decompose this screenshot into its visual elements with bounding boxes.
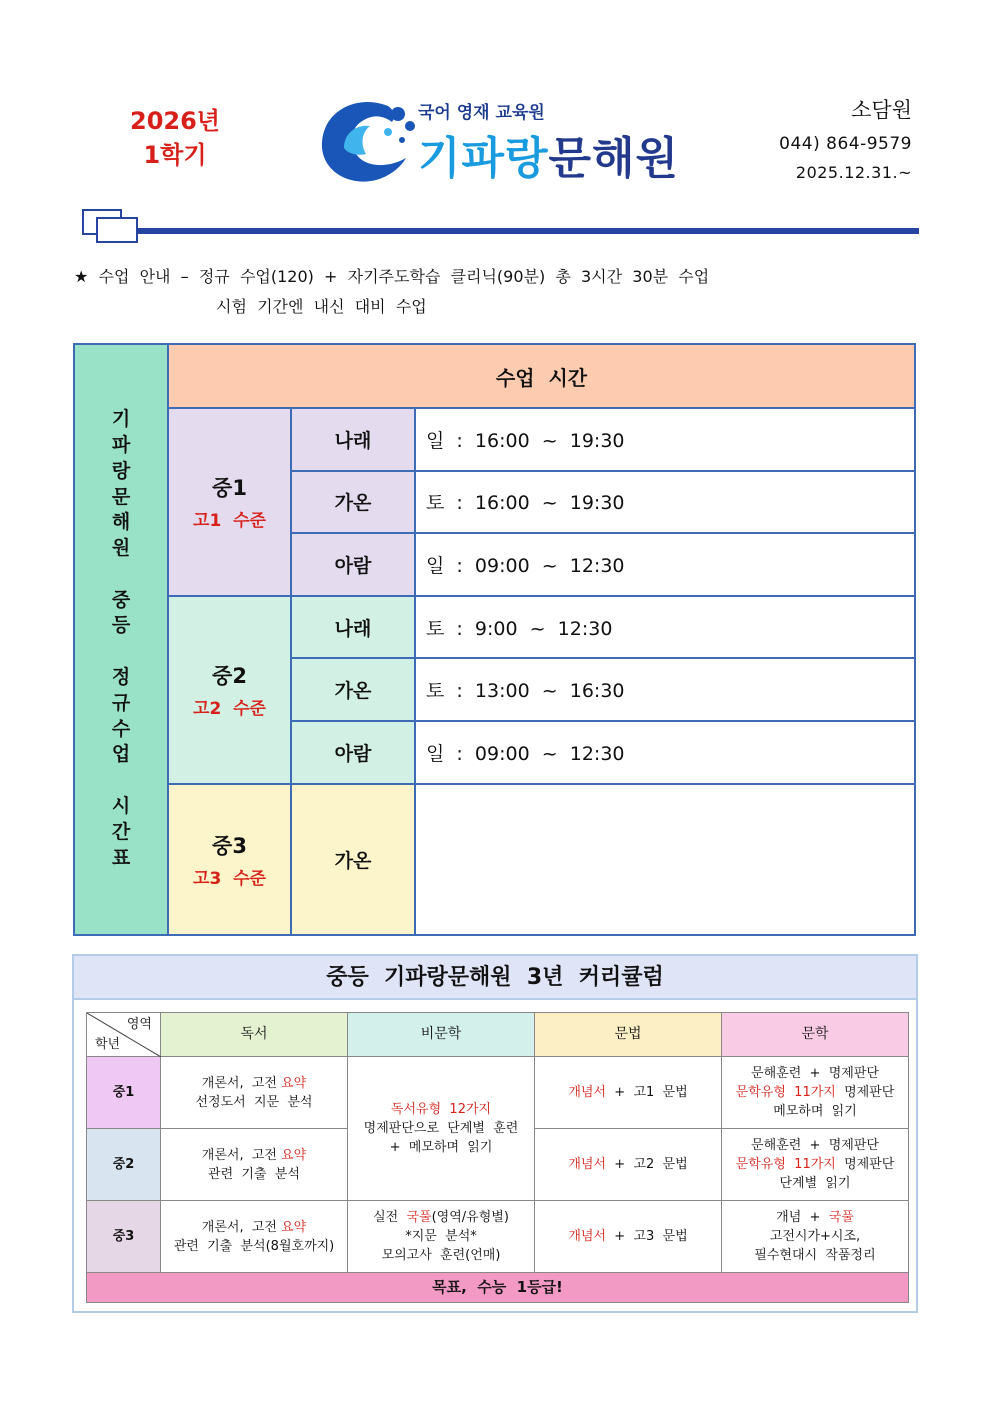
year-label: 2026년: [130, 107, 220, 135]
reading-highlight: 요약: [281, 1219, 307, 1235]
logo-title-b: 문해원: [548, 133, 680, 184]
class-time: 토 : 9:00 ~ 12:30: [415, 596, 915, 659]
nonlit3-line3: 모의고사 훈련(언매): [381, 1248, 501, 1263]
lit-highlight: 문학유형 11가지: [735, 1085, 836, 1100]
row-grade: 중2: [87, 1129, 161, 1201]
lit-highlight: 문학유형 11가지: [735, 1157, 836, 1172]
class-time-empty: [415, 784, 915, 935]
level-label: 고2 수준: [193, 699, 266, 720]
grade-cell: [168, 596, 291, 784]
header-nonliterature: 비문학: [348, 1013, 535, 1057]
grade-label: 중2: [212, 664, 247, 689]
reading-cell: [161, 1057, 348, 1129]
logo-subtitle: 국어 영재 교육원: [418, 103, 545, 123]
nonlit-line2: 명제판단으로 단계별 훈련: [363, 1121, 519, 1136]
start-date: 2025.12.31.~: [795, 163, 912, 182]
class-name: 나래: [291, 596, 415, 659]
literature-cell: [722, 1201, 909, 1273]
year-term: [120, 104, 230, 172]
reading-text: 개론서, 고전: [201, 1075, 282, 1091]
row-grade: 중3: [87, 1201, 161, 1273]
term-label: 1학기: [143, 141, 207, 169]
grade-cell: [168, 408, 291, 596]
curriculum-title: 중등 기파랑문해원 3년 커리큘럼: [74, 956, 916, 1000]
schedule-header: 수업 시간: [168, 344, 915, 408]
literature-cell: [722, 1057, 909, 1129]
grade-cell: [168, 784, 291, 935]
contact-block: [779, 94, 912, 182]
notice-line-1: ★ 수업 안내 – 정규 수업(120) + 자기주도학습 클리닉(90분) 총 3시간 30분 수업: [74, 267, 710, 286]
phone-number: 044) 864-9579: [779, 134, 912, 154]
grammar-cell: [535, 1201, 722, 1273]
reading-cell: [161, 1201, 348, 1273]
schedule-side-title: 기 파 랑 문 해 원 중 등 정 규 수 업 시 간 표: [74, 344, 168, 935]
class-name: 아람: [291, 721, 415, 784]
branch-name: 소담원: [851, 98, 912, 122]
grammar-text: + 고3 문법: [606, 1229, 688, 1244]
nonliterature-cell: [348, 1201, 535, 1273]
nonlit-highlight: 독서유형 12가지: [390, 1102, 492, 1117]
grammar-cell: [535, 1129, 722, 1201]
reading-line2: 관련 기출 분석: [208, 1166, 300, 1182]
class-time: 토 : 16:00 ~ 19:30: [415, 471, 915, 534]
reading-text: 개론서, 고전: [201, 1219, 282, 1235]
lit-line1-pre: 개념 +: [776, 1210, 829, 1225]
goal-banner: 목표, 수능 1등급!: [87, 1273, 909, 1303]
lit-line1: 문해훈련 + 명제판단: [751, 1066, 879, 1081]
nonlit3-highlight: 국풀: [406, 1210, 432, 1225]
class-name: 아람: [291, 533, 415, 596]
level-label: 고3 수준: [193, 868, 266, 889]
reading-highlight: 요약: [281, 1147, 307, 1163]
rule-square-icon-2: [96, 217, 138, 243]
grammar-highlight: 개념서: [568, 1157, 607, 1172]
wave-logo-icon: [318, 92, 418, 187]
nonliterature-cell: [348, 1057, 535, 1201]
reading-text: 개론서, 고전: [201, 1147, 282, 1163]
lit-highlight: 국풀: [828, 1210, 854, 1225]
reading-highlight: 요약: [281, 1075, 307, 1091]
curriculum-box: [72, 954, 918, 1313]
lit-line2: 고전시가+시조,: [769, 1229, 861, 1244]
class-name: 나래: [291, 408, 415, 471]
header-reading: 독서: [161, 1013, 348, 1057]
level-label: 고1 수준: [193, 511, 266, 532]
corner-cell: [87, 1013, 161, 1057]
reading-line2: 관련 기출 분석(8월호까지): [173, 1238, 335, 1254]
lit-line2: 명제판단: [835, 1157, 895, 1172]
corner-grade-label: 학년: [95, 1037, 121, 1052]
nonlit3-post: (영역/유형별): [431, 1210, 509, 1225]
class-time: 토 : 13:00 ~ 16:30: [415, 658, 915, 721]
header-literature: 문학: [722, 1013, 909, 1057]
header-divider: [136, 228, 919, 234]
nonlit3-line2: *지문 분석*: [405, 1229, 477, 1244]
grammar-cell: [535, 1057, 722, 1129]
grade-label: 중1: [212, 476, 247, 501]
grade-label: 중3: [212, 833, 247, 858]
class-time: 일 : 16:00 ~ 19:30: [415, 408, 915, 471]
lit-line3: 메모하며 읽기: [773, 1104, 857, 1119]
literature-cell: [722, 1129, 909, 1201]
header-grammar: 문법: [535, 1013, 722, 1057]
class-name: 가온: [291, 471, 415, 534]
nonlit3-pre: 실전: [373, 1210, 407, 1225]
grammar-highlight: 개념서: [568, 1085, 607, 1100]
corner-area-label: 영역: [126, 1017, 152, 1032]
logo: [318, 92, 698, 187]
class-time: 일 : 09:00 ~ 12:30: [415, 721, 915, 784]
lit-line3: 필수현대시 작품정리: [754, 1248, 876, 1263]
nonlit-line3: + 메모하며 읽기: [389, 1140, 493, 1155]
grammar-text: + 고1 문법: [606, 1085, 688, 1100]
schedule-table: [73, 343, 916, 936]
notice-line-2: 시험 기간엔 내신 대비 수업: [216, 297, 427, 316]
row-grade: 중1: [87, 1057, 161, 1129]
lit-line2: 명제판단: [835, 1085, 895, 1100]
grammar-highlight: 개념서: [568, 1229, 607, 1244]
class-time: 일 : 09:00 ~ 12:30: [415, 533, 915, 596]
logo-title: [418, 122, 679, 186]
reading-line2: 선정도서 지문 분석: [195, 1094, 313, 1110]
class-name: 가온: [291, 658, 415, 721]
grammar-text: + 고2 문법: [606, 1157, 688, 1172]
curriculum-table: [86, 1012, 909, 1303]
reading-cell: [161, 1129, 348, 1201]
class-notice: [74, 262, 709, 322]
class-name: 가온: [291, 784, 415, 935]
lit-line1: 문해훈련 + 명제판단: [751, 1138, 879, 1153]
lit-line3: 단계별 읽기: [779, 1176, 851, 1191]
logo-title-a: 기파랑: [418, 133, 549, 184]
